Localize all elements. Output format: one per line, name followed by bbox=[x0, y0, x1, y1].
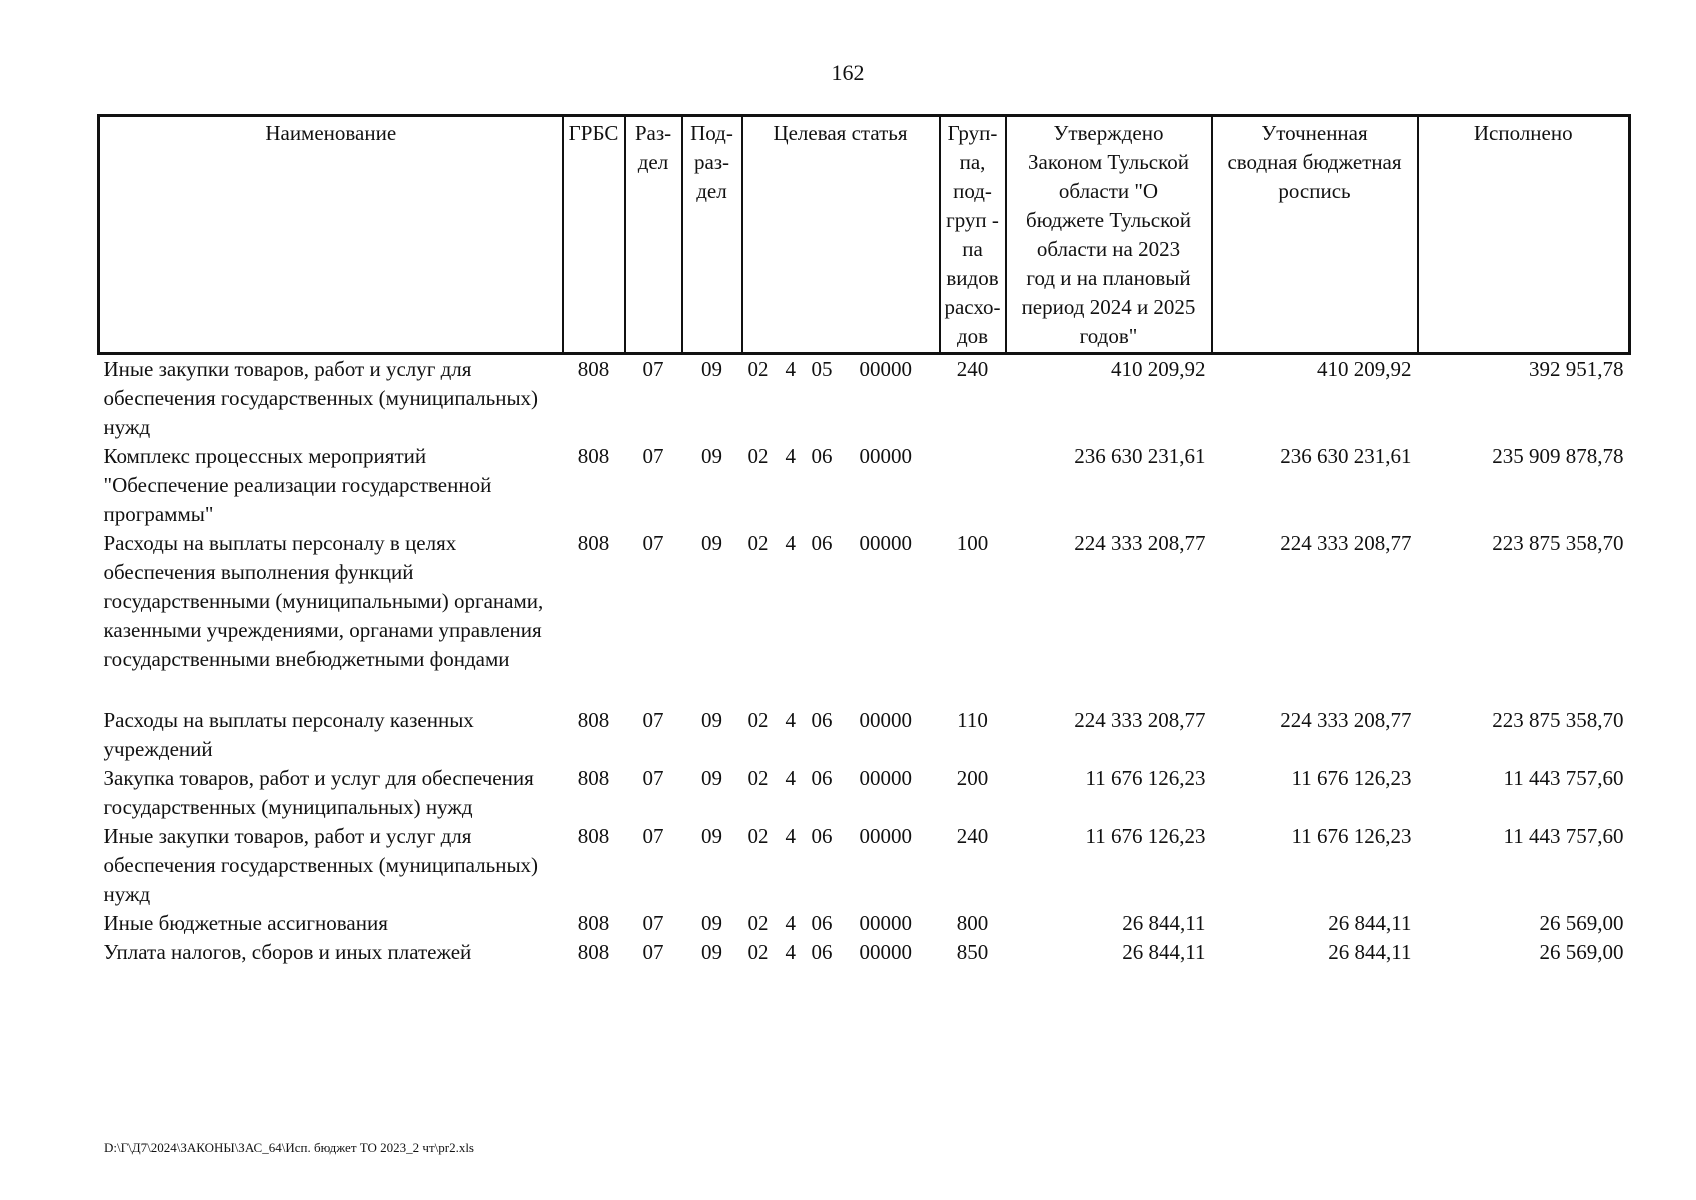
row-ispolneno: 11 443 757,60 bbox=[1503, 766, 1624, 790]
table-row bbox=[99, 909, 1630, 938]
row-grbs: 808 bbox=[577, 824, 610, 848]
row-gruppa: 240 bbox=[956, 824, 989, 848]
table-row bbox=[99, 822, 1630, 909]
row-celevaya-statya bbox=[742, 529, 940, 706]
row-razdel: 07 bbox=[642, 824, 664, 848]
row-razdel: 07 bbox=[642, 444, 664, 468]
celevaya-part: 02 bbox=[747, 911, 769, 935]
row-utverzhdeno: 11 676 126,23 bbox=[1085, 824, 1206, 848]
row-utverzhdeno: 11 676 126,23 bbox=[1085, 766, 1206, 790]
celevaya-part: 02 bbox=[747, 940, 769, 964]
row-utverzhdeno: 224 333 208,77 bbox=[1074, 531, 1206, 555]
celevaya-part: 4 bbox=[785, 357, 796, 381]
celevaya-part: 05 bbox=[811, 357, 833, 381]
row-grbs: 808 bbox=[577, 766, 610, 790]
celevaya-part: 02 bbox=[747, 531, 769, 555]
row-name: Закупка товаров, работ и услуг для обеспечения государственных (муниципальных) нужд bbox=[103, 766, 534, 819]
row-utochnennaya: 11 676 126,23 bbox=[1291, 766, 1412, 790]
row-name: Комплекс процессных мероприятий "Обеспечение реализации государственной программы" bbox=[103, 444, 492, 526]
header-grbs: ГРБС bbox=[563, 116, 625, 354]
celevaya-part: 02 bbox=[747, 708, 769, 732]
celevaya-part: 4 bbox=[785, 531, 796, 555]
row-podrazdel: 09 bbox=[701, 531, 722, 555]
row-razdel: 07 bbox=[642, 708, 664, 732]
row-utochnennaya: 236 630 231,61 bbox=[1280, 444, 1412, 468]
row-razdel: 07 bbox=[642, 531, 664, 555]
row-grbs: 808 bbox=[577, 708, 610, 732]
row-utochnennaya: 224 333 208,77 bbox=[1280, 708, 1412, 732]
celevaya-part: 06 bbox=[811, 940, 833, 964]
celevaya-part: 00000 bbox=[859, 940, 912, 964]
table-row bbox=[99, 529, 1630, 706]
celevaya-part: 02 bbox=[747, 444, 769, 468]
row-utochnennaya: 26 844,11 bbox=[1328, 911, 1412, 935]
row-utverzhdeno: 410 209,92 bbox=[1111, 357, 1206, 381]
celevaya-part: 06 bbox=[811, 708, 833, 732]
celevaya-part: 06 bbox=[811, 766, 833, 790]
row-gruppa: 850 bbox=[956, 940, 989, 964]
page-number: 162 bbox=[831, 60, 865, 85]
header-ispolneno: Исполнено bbox=[1418, 116, 1630, 354]
row-gruppa: 100 bbox=[956, 531, 989, 555]
budget-table bbox=[97, 114, 1631, 967]
row-ispolneno: 223 875 358,70 bbox=[1492, 708, 1624, 732]
celevaya-part: 00000 bbox=[859, 708, 912, 732]
table-header-row bbox=[99, 116, 1630, 354]
celevaya-part: 06 bbox=[811, 824, 833, 848]
row-podrazdel: 09 bbox=[701, 708, 722, 732]
row-utverzhdeno: 224 333 208,77 bbox=[1074, 708, 1206, 732]
table-row bbox=[99, 764, 1630, 822]
header-podrazdel: Под- раз- дел bbox=[682, 116, 742, 354]
row-celevaya-statya bbox=[742, 909, 940, 938]
celevaya-part: 4 bbox=[785, 824, 796, 848]
table-row bbox=[99, 354, 1630, 443]
row-name: Уплата налогов, сборов и иных платежей bbox=[103, 940, 472, 964]
row-name: Расходы на выплаты персоналу казенных учреждений bbox=[103, 708, 474, 761]
row-podrazdel: 09 bbox=[701, 444, 722, 468]
table-row bbox=[99, 442, 1630, 529]
row-ispolneno: 11 443 757,60 bbox=[1503, 824, 1624, 848]
header-gruppa: Груп- па, под- груп - па видов расхо- дов bbox=[940, 116, 1006, 354]
celevaya-part: 4 bbox=[785, 708, 796, 732]
row-razdel: 07 bbox=[642, 766, 664, 790]
row-grbs: 808 bbox=[577, 357, 610, 381]
celevaya-part: 00000 bbox=[859, 766, 912, 790]
row-podrazdel: 09 bbox=[701, 766, 722, 790]
row-utochnennaya: 224 333 208,77 bbox=[1280, 531, 1412, 555]
row-celevaya-statya bbox=[742, 706, 940, 764]
row-celevaya-statya bbox=[742, 354, 940, 443]
row-utochnennaya: 26 844,11 bbox=[1328, 940, 1412, 964]
row-gruppa: 240 bbox=[956, 357, 989, 381]
row-celevaya-statya bbox=[742, 442, 940, 529]
row-gruppa: 110 bbox=[957, 708, 988, 732]
row-name: Расходы на выплаты персоналу в целях обеспечения выполнения функций государственными (муниципальными) органами, казенными учреждениями, органами управления государственными внебюджетными фондами bbox=[103, 531, 544, 671]
row-gruppa: 800 bbox=[956, 911, 989, 935]
row-razdel: 07 bbox=[642, 357, 664, 381]
header-celevaya-statya: Целевая статья bbox=[742, 116, 940, 354]
row-utochnennaya: 11 676 126,23 bbox=[1291, 824, 1412, 848]
table-row bbox=[99, 938, 1630, 967]
row-ispolneno: 26 569,00 bbox=[1539, 940, 1624, 964]
celevaya-part: 4 bbox=[785, 911, 796, 935]
celevaya-part: 00000 bbox=[859, 444, 912, 468]
header-razdel: Раз- дел bbox=[625, 116, 682, 354]
row-name: Иные закупки товаров, работ и услуг для обеспечения государственных (муниципальных) нужд bbox=[103, 357, 539, 439]
row-utverzhdeno: 236 630 231,61 bbox=[1074, 444, 1206, 468]
celevaya-part: 00000 bbox=[859, 824, 912, 848]
celevaya-part: 02 bbox=[747, 766, 769, 790]
row-utochnennaya: 410 209,92 bbox=[1317, 357, 1412, 381]
row-podrazdel: 09 bbox=[701, 357, 722, 381]
row-grbs: 808 bbox=[577, 911, 610, 935]
footer-file-path: D:\Г\Д7\2024\ЗАКОНЫ\ЗАС_64\Исп. бюджет ТО 2023_2 чт\pr2.xls bbox=[104, 1140, 474, 1155]
celevaya-part: 06 bbox=[811, 444, 833, 468]
row-grbs: 808 bbox=[577, 940, 610, 964]
celevaya-part: 00000 bbox=[859, 357, 912, 381]
header-utverzhdeno: Утверждено Законом Тульской области "О бюджете Тульской области на 2023 год и на плановый период 2024 и 2025 годов" bbox=[1006, 116, 1212, 354]
celevaya-part: 4 bbox=[785, 940, 796, 964]
header-name: Наименование bbox=[99, 116, 563, 354]
row-ispolneno: 235 909 878,78 bbox=[1492, 444, 1624, 468]
row-name: Иные бюджетные ассигнования bbox=[103, 911, 388, 935]
celevaya-part: 00000 bbox=[859, 531, 912, 555]
row-podrazdel: 09 bbox=[701, 940, 722, 964]
row-ispolneno: 223 875 358,70 bbox=[1492, 531, 1624, 555]
row-gruppa: 200 bbox=[956, 766, 989, 790]
row-ispolneno: 392 951,78 bbox=[1529, 357, 1624, 381]
row-razdel: 07 bbox=[642, 940, 664, 964]
row-gruppa bbox=[940, 442, 1006, 529]
table-row bbox=[99, 706, 1630, 764]
row-name: Иные закупки товаров, работ и услуг для обеспечения государственных (муниципальных) нужд bbox=[103, 824, 539, 906]
row-razdel: 07 bbox=[642, 911, 664, 935]
row-podrazdel: 09 bbox=[701, 911, 722, 935]
row-grbs: 808 bbox=[577, 531, 610, 555]
row-grbs: 808 bbox=[577, 444, 610, 468]
header-utochnennaya: Уточненная сводная бюджетная роспись bbox=[1212, 116, 1418, 354]
row-celevaya-statya bbox=[742, 822, 940, 909]
row-utverzhdeno: 26 844,11 bbox=[1122, 911, 1206, 935]
row-celevaya-statya bbox=[742, 938, 940, 967]
celevaya-part: 06 bbox=[811, 531, 833, 555]
celevaya-part: 4 bbox=[785, 444, 796, 468]
celevaya-part: 4 bbox=[785, 766, 796, 790]
celevaya-part: 02 bbox=[747, 357, 769, 381]
row-celevaya-statya bbox=[742, 764, 940, 822]
celevaya-part: 02 bbox=[747, 824, 769, 848]
row-ispolneno: 26 569,00 bbox=[1539, 911, 1624, 935]
row-utverzhdeno: 26 844,11 bbox=[1122, 940, 1206, 964]
celevaya-part: 00000 bbox=[859, 911, 912, 935]
row-podrazdel: 09 bbox=[701, 824, 722, 848]
celevaya-part: 06 bbox=[811, 911, 833, 935]
